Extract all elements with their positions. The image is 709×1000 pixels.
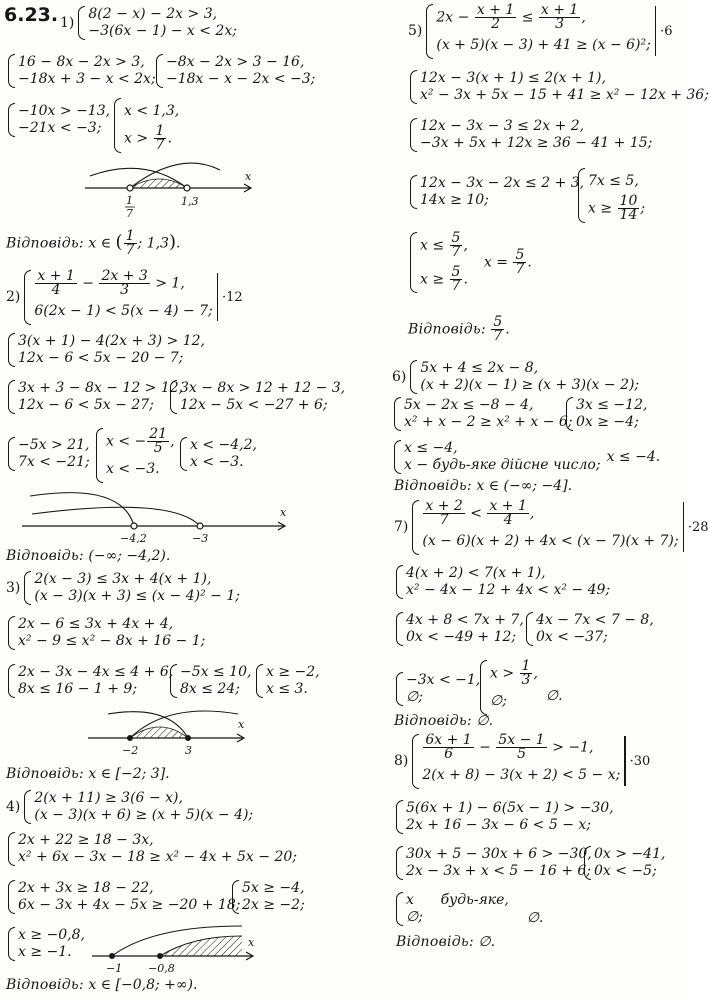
p8-system-2: 5(6x + 1) − 6(5x − 1) > −30, 2x + 16 − 3x − 6 < 5 − x; xyxy=(396,800,614,834)
p3-system-3b: −5x ≤ 10, 8x ≤ 24; xyxy=(170,664,251,698)
p5-system-5: x ≤ $\frac{5}{7}$ , x ≥ $\frac{5}{7}$ . x = $\frac{5}{7}$ . xyxy=(410,232,532,293)
svg-text:−1: −1 xyxy=(106,962,123,975)
p2-system-4c: x < −4,2, x < −3. xyxy=(180,437,257,471)
p7-system-4a: −3x < −1, ∅; xyxy=(396,672,480,706)
svg-text:1: 1 xyxy=(126,194,133,207)
p6-system-2a: 5x − 2x ≤ −8 − 4, x² + x − 2 ≥ x² + x − 6; xyxy=(394,397,573,431)
p5-system-1: 5) 2x − $\frac{x + 1}{2}$ ≤ $\frac{x + 1}{3}$ , (x + 5)(x − 3) + 41 ≥ (x − 6)²; ·6 xyxy=(408,4,673,59)
p6-system-2b: 3x ≤ −12, 0x ≥ −4; xyxy=(566,397,647,431)
p5-system-2: 12x − 3(x + 1) ≤ 2(x + 1), x² − 3x + 5x − 15 + 41 ≥ x² − 12x + 36; xyxy=(410,70,709,104)
p3-system-3c: x ≥ −2, x ≤ 3. xyxy=(256,664,320,698)
p7-system-3a: 4x + 8 < 7x + 7, 0x < −49 + 12; xyxy=(396,612,524,646)
p7-system-2: 4(x + 2) < 7(x + 1), x² − 4x − 12 + 4x < x² − 49; xyxy=(396,565,610,599)
svg-text:1,3: 1,3 xyxy=(181,195,199,208)
p1-system-2b: −8x − 2x > 3 − 16, −18x − x − 2x < −3; xyxy=(156,54,315,88)
p8-answer: Відповідь: ∅. xyxy=(396,934,496,950)
p8-system-3a: 30x + 5 − 30x + 6 > −30, 2x − 3x + x < 5 − 16 + 6; xyxy=(396,846,592,880)
p2-number-line xyxy=(22,488,302,548)
p7-system-3b: 4x − 7x < 7 − 8, 0x < −37; xyxy=(526,612,654,646)
svg-text:−4,2: −4,2 xyxy=(120,532,147,545)
p2-system-3b: 3x − 8x > 12 + 12 − 3, 12x − 5x < −27 + 6; xyxy=(170,380,345,414)
p3-number-line xyxy=(88,708,258,763)
p8-system-1: 8) $\frac{6x + 1}{6}$ − $\frac{5x - 1}{5}$ > −1, 2(x + 8) − 3(x + 2) < 5 − x; ·30 xyxy=(394,734,650,789)
p8-system-4: x будь-яке, ∅; ∅. xyxy=(396,892,544,926)
brace xyxy=(78,6,85,40)
exercise-number: 6.23. xyxy=(4,4,59,26)
p1-answer: Відповідь: x ∈ ( $\frac{1}{7}$ ; 1,3). xyxy=(6,228,181,258)
svg-text:−2: −2 xyxy=(122,744,139,757)
svg-text:−3: −3 xyxy=(192,532,209,545)
p8-system-3b: 0x > −41, 0x < −5; xyxy=(584,846,665,880)
p3-system-2: 2x − 6 ≤ 3x + 4x + 4, x² − 9 ≤ x² − 8x + 16 − 1; xyxy=(8,616,205,650)
p2-system-2: 3(x + 1) − 4(2x + 3) > 12, 12x − 6 < 5x − 20 − 7; xyxy=(8,333,205,367)
svg-text:3: 3 xyxy=(185,744,192,757)
svg-text:x: x xyxy=(280,506,287,519)
svg-text:x: x xyxy=(238,718,245,731)
p6-system-1: 6) 5x + 4 ≤ 2x − 8, (x + 2)(x − 1) ≥ (x + 3)(x − 2); xyxy=(392,360,640,393)
p4-number-line xyxy=(92,922,264,974)
p2-answer: Відповідь: (−∞; −4,2). xyxy=(6,548,171,564)
p1-system-1: 1) 8(2 − x) − 2x > 3, −3(6x − 1) − x < 2x; xyxy=(60,6,237,39)
p4-system-3a: 2x + 3x ≥ 18 − 22, 6x − 3x + 4x − 5x ≥ −20 + 18; xyxy=(8,880,240,914)
p2-system-1: 2) $\frac{x + 1}{4}$ − $\frac{2x + 3}{3}$ > 1, 6(2x − 1) < 5(x − 4) − 7; ·12 xyxy=(6,270,243,325)
p2-system-3a: 3x + 3 − 8x − 12 > 12, 12x − 6 < 5x − 27; xyxy=(8,380,183,414)
svg-text:−0,8: −0,8 xyxy=(148,962,175,975)
p1-system-3a: −10x > −13, −21x < −3; xyxy=(8,103,110,137)
p2-system-4a: −5x > 21, 7x < −21; xyxy=(8,437,90,471)
p6-answer: Відповідь: x ∈ (−∞; −4]. xyxy=(394,478,573,494)
p4-answer: Відповідь: x ∈ [−0,8; +∞). xyxy=(6,977,198,993)
p3-system-3a: 2x − 3x − 4x ≤ 4 + 6, 8x ≤ 16 − 1 + 9; xyxy=(8,664,173,698)
p1-system-3b: x < 1,3, x > $\frac{1}{7}$ . xyxy=(114,98,179,153)
p7-answer: Відповідь: ∅. xyxy=(394,713,494,729)
p5-system-4a: 12x − 3x − 2x ≤ 2 + 3, 14x ≥ 10; xyxy=(410,175,584,209)
p4-system-2: 2x + 22 ≥ 18 − 3x, x² + 6x − 3x − 18 ≥ x² − 4x + 5x − 20; xyxy=(8,832,297,866)
p5-system-4b: 7x ≤ 5, x ≥ $\frac{10}{14}$ ; xyxy=(578,168,645,223)
p1-number-line xyxy=(85,158,265,218)
p3-system-1: 3) 2(x − 3) ≤ 3x + 4(x + 1), (x − 3)(x + 3) ≤ (x − 4)² − 1; xyxy=(6,571,240,604)
p7-system-1: 7) $\frac{x + 2}{7}$ < $\frac{x + 1}{4}$ , (x − 6)(x + 2) + 4x < (x − 7)(x + 7); ·28 xyxy=(394,500,709,555)
p4-system-4: x ≥ −0,8, x ≥ −1. xyxy=(8,927,85,961)
svg-text:x: x xyxy=(248,936,255,949)
p3-answer: Відповідь: x ∈ [−2; 3]. xyxy=(6,766,170,782)
p1-system-2a: 16 − 8x − 2x > 3, −18x + 3 − x < 2x; xyxy=(8,54,156,88)
p6-system-3: x ≤ −4, x − будь-яке дійсне число; x ≤ −4. xyxy=(394,440,660,474)
p7-system-4b: x > $\frac{1}{3}$ , ∅; ∅. xyxy=(480,660,563,715)
p5-system-3: 12x − 3x − 3 ≤ 2x + 2, −3x + 5x + 12x ≥ 36 − 41 + 15; xyxy=(410,118,652,152)
p1-label: 1) xyxy=(60,15,75,31)
p5-answer: Відповідь: $\frac{5}{7}$ . xyxy=(408,314,510,344)
p2-system-4b: x < − $\frac{21}{5}$ , x < −3. xyxy=(96,428,175,483)
p4-system-1: 4) 2(x + 11) ≥ 3(6 − x), (x − 3)(x + 6) ≥ (x + 5)(x − 4); xyxy=(6,790,254,823)
axis-label: x xyxy=(245,170,252,183)
svg-text:7: 7 xyxy=(126,207,133,220)
p4-system-3b: 5x ≥ −4, 2x ≥ −2; xyxy=(232,880,305,914)
